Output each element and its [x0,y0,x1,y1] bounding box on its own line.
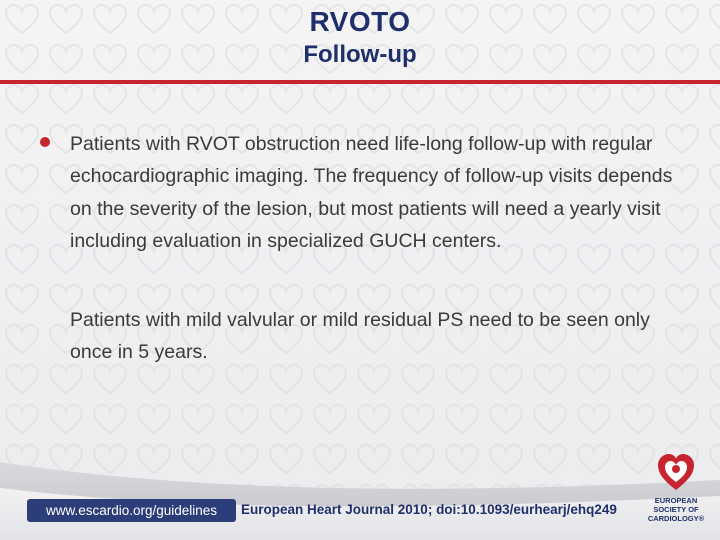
title-divider [0,80,720,84]
logo-text [644,496,708,523]
footer-wave [0,452,720,540]
esc-logo [644,452,708,537]
logo-line-3: CARDIOLOGY® [647,514,705,523]
paragraph-follow-up: Patients with RVOT obstruction need life-long follow-up with regular echocardiographic imaging. The frequency of follow-up visits depends on the severity of the lesion, but most patients will need a yearly visit including evaluation in specialized GUCH centers. [70,133,673,253]
paragraph-mild-ps: Patients with mild valvular or mild residual PS need to be seen only once in 5 years. [70,309,650,364]
logo-line-2: SOCIETY OF [653,505,699,514]
bullet-icon [40,137,50,147]
page-subtitle: Follow-up [303,41,417,68]
page-title: RVOTO [309,6,411,37]
heart-logo-icon [656,452,696,494]
journal-citation: European Heart Journal 2010; doi:10.1093/eurhearj/ehq249 [241,502,617,517]
guidelines-link[interactable]: www.escardio.org/guidelines [27,499,236,522]
logo-line-1: EUROPEAN [654,496,698,505]
